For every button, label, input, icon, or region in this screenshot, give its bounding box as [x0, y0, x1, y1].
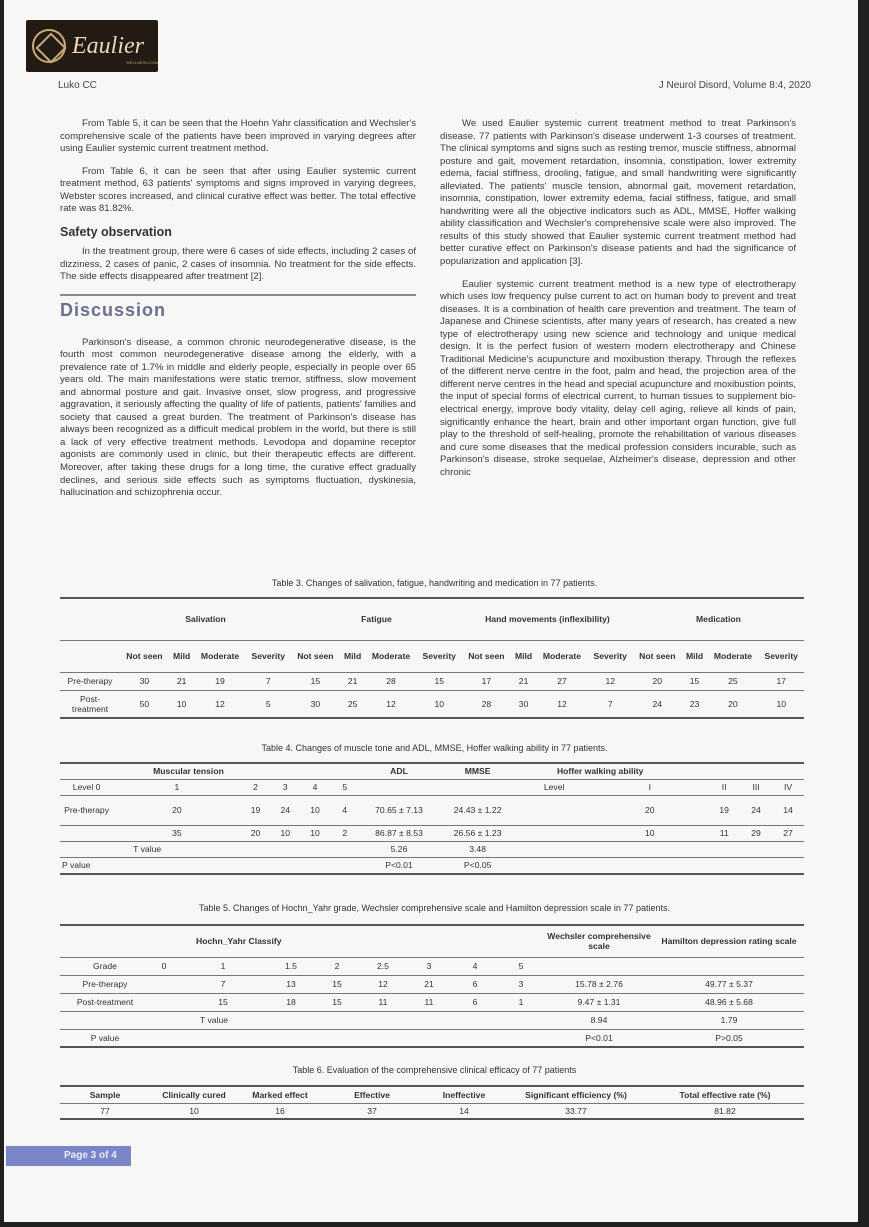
- cell: 28: [365, 672, 416, 690]
- section-heading-discussion: Discussion: [60, 294, 416, 317]
- cell: 1: [498, 993, 544, 1011]
- cell: [544, 957, 654, 975]
- cell: 7: [246, 672, 291, 690]
- cell: 24: [633, 690, 682, 718]
- cell: 24: [740, 795, 772, 825]
- cell: 10: [150, 1103, 238, 1119]
- header-wechsler: Wechsler comprehensive scale: [544, 925, 654, 957]
- cell: 50: [120, 690, 169, 718]
- cell: 21: [511, 672, 537, 690]
- cell: 37: [322, 1103, 422, 1119]
- cell: 10: [591, 825, 708, 841]
- paragraph: From Table 5, it can be seen that the Hoehn Yahr classification and Wechsler's comprehensive scale of the patients have been improved in varying degrees after using Eaulier systemic current treatment method.: [60, 118, 416, 155]
- cell: 24.43 ± 1.22: [438, 795, 517, 825]
- header-adl: ADL: [360, 763, 439, 779]
- cell: 15: [682, 672, 708, 690]
- cell: 48.96 ± 5.68: [654, 993, 804, 1011]
- column-header: Ineffective: [422, 1086, 506, 1103]
- t-value-label: T value: [113, 841, 241, 857]
- cell: 5: [246, 690, 291, 718]
- cell: 30: [511, 690, 537, 718]
- cell: 5: [330, 779, 360, 795]
- subheader: Mild: [169, 640, 195, 672]
- row-label: Post-treatment: [60, 690, 120, 718]
- cell: 27: [772, 825, 804, 841]
- subheader: Moderate: [707, 640, 758, 672]
- subheader: Severity: [759, 640, 805, 672]
- cell: 3.48: [438, 841, 517, 857]
- column-header: Marked effect: [238, 1086, 322, 1103]
- cell: 30: [120, 672, 169, 690]
- cell: III: [740, 779, 772, 795]
- running-journal: J Neurol Disord, Volume 8:4, 2020: [658, 80, 811, 91]
- cell: 77: [60, 1103, 150, 1119]
- cell: 19: [241, 795, 271, 825]
- table4-caption: Table 4. Changes of muscle tone and ADL, MMSE, Hoffer walking ability in 77 patients.: [261, 743, 608, 753]
- table-row: [60, 1103, 804, 1119]
- cell: 15: [178, 993, 268, 1011]
- table6-caption: Table 6. Evaluation of the comprehensive clinical efficacy of 77 patients: [292, 1065, 577, 1075]
- cell: 4: [452, 957, 498, 975]
- cell: 14: [422, 1103, 506, 1119]
- cell: 19: [194, 672, 245, 690]
- p-value-label: P value: [60, 1029, 150, 1047]
- row-label: Pre-therapy: [60, 795, 113, 825]
- subheader: Severity: [588, 640, 633, 672]
- subheader: Mild: [340, 640, 366, 672]
- subheader: Mild: [511, 640, 537, 672]
- group-header: Fatigue: [291, 598, 462, 640]
- cell: 2: [241, 779, 271, 795]
- cell: 0: [150, 957, 178, 975]
- column-header: Significant efficiency (%): [506, 1086, 646, 1103]
- row-label: Grade: [60, 957, 150, 975]
- cell: 24: [270, 795, 300, 825]
- subheader: Not seen: [291, 640, 340, 672]
- cell: Level 0: [60, 779, 113, 795]
- cell: 28: [462, 690, 511, 718]
- cell: II: [708, 779, 740, 795]
- cell: 27: [536, 672, 587, 690]
- subheader: Not seen: [120, 640, 169, 672]
- subheader: Moderate: [194, 640, 245, 672]
- cell: [360, 779, 439, 795]
- cell: 11: [708, 825, 740, 841]
- logo-subtext: WELLNESS.COM: [126, 60, 159, 65]
- right-column: [440, 118, 796, 489]
- column-header: Clinically cured: [150, 1086, 238, 1103]
- cell: 20: [241, 825, 271, 841]
- cell: 12: [536, 690, 587, 718]
- subheader: Severity: [246, 640, 291, 672]
- cell: 23: [682, 690, 708, 718]
- cell: IV: [772, 779, 804, 795]
- cell: 1: [113, 779, 241, 795]
- table-row: [60, 825, 804, 841]
- cell: 70.65 ± 7.13: [360, 795, 439, 825]
- column-header: Total effective rate (%): [646, 1086, 804, 1103]
- paragraph: In the treatment group, there were 6 cases of side effects, including 2 cases of dizziness, 2 cases of panic, 2 cases of insomnia. No treatment for the side effects. The side effects disappeared after treatment [2].: [60, 246, 416, 283]
- cell: 6: [452, 993, 498, 1011]
- cell: 13: [268, 975, 314, 993]
- column-header: Sample: [60, 1086, 150, 1103]
- cell: [654, 957, 804, 975]
- table-row: [60, 795, 804, 825]
- logo-emblem-icon: [32, 29, 66, 63]
- table6: [60, 1085, 804, 1120]
- cell: 26.56 ± 1.23: [438, 825, 517, 841]
- table-row: [60, 993, 804, 1011]
- subheader: Mild: [682, 640, 708, 672]
- cell: P<0.01: [544, 1029, 654, 1047]
- cell: 7: [178, 975, 268, 993]
- t-value-label: T value: [150, 1011, 268, 1029]
- cell: 12: [365, 690, 416, 718]
- table3: [60, 597, 804, 719]
- group-header: Medication: [633, 598, 804, 640]
- row-label: Pre-therapy: [60, 672, 120, 690]
- header-hoffer: Hoffer walking ability: [517, 763, 804, 779]
- cell: 20: [113, 795, 241, 825]
- cell: 15.78 ± 2.76: [544, 975, 654, 993]
- cell: 10: [270, 825, 300, 841]
- cell: 5: [498, 957, 544, 975]
- cell: 10: [417, 690, 462, 718]
- cell: 12: [360, 975, 406, 993]
- row-label: [60, 825, 113, 841]
- cell: [517, 795, 591, 825]
- group-header: Hand movements (inflexibility): [462, 598, 633, 640]
- cell: 6: [452, 975, 498, 993]
- cell: 11: [406, 993, 452, 1011]
- cell: 10: [300, 825, 330, 841]
- cell: 15: [314, 975, 360, 993]
- cell: 20: [707, 690, 758, 718]
- cell: 15: [417, 672, 462, 690]
- subheader: Severity: [417, 640, 462, 672]
- subheader: Not seen: [462, 640, 511, 672]
- left-column: [60, 118, 416, 510]
- cell: 15: [291, 672, 340, 690]
- table-row: [60, 672, 804, 690]
- cell: 10: [759, 690, 805, 718]
- group-header: Salivation: [120, 598, 291, 640]
- section-heading-safety: Safety observation: [60, 224, 172, 239]
- cell: 20: [591, 795, 708, 825]
- p-value-label: P value: [60, 857, 113, 874]
- cell: 12: [588, 672, 633, 690]
- cell: 3: [406, 957, 452, 975]
- cell: 11: [360, 993, 406, 1011]
- cell: 29: [740, 825, 772, 841]
- cell: 81.82: [646, 1103, 804, 1119]
- paragraph: Eaulier systemic current treatment method is a new type of electrotherapy which uses low frequency pulse current to act on human body to prevent and treat diseases. It is a combination of health care prevention and treatment. The team of Japanese and Chinese scientists, after many years of research, has created a new type of electrotherapy using new science and technology and unique medical design. It is the perfect fusion of western modern electrotherapy and Chinese Traditional Medicine's acupuncture and moxibustion therapy. Through the reflexes of the different nerve centre in the foot, palm and head, the projection area of the different nerve centres in the head and special acupuncture and moxibustion points, the input of special forms of electrical current, to human tissues to supplement bio-electrical energy, improve body vitality, delay cell aging, relieve all kinds of pain, significantly enhance the heart, brain and other important organ function, give full play to the threshold of self-healing, promote the rehabilitation of various diseases and cure some diseases that the medical profession considers incurable, such as Parkinson's disease, stroke sequelae, Alzheimer's disease, depression and other chronic: [440, 278, 796, 478]
- cell: 18: [268, 993, 314, 1011]
- column-header: Effective: [322, 1086, 422, 1103]
- table-row: [60, 690, 804, 718]
- cell: 1: [178, 957, 268, 975]
- cell: 3: [498, 975, 544, 993]
- eaulier-logo: [26, 20, 158, 72]
- cell: 21: [340, 672, 366, 690]
- header-hochn: Hochn_Yahr Classify: [178, 925, 544, 957]
- logo-text: Eaulier: [72, 32, 144, 59]
- cell: 2: [314, 957, 360, 975]
- cell: 17: [759, 672, 805, 690]
- table-row: [60, 975, 804, 993]
- cell: 10: [300, 795, 330, 825]
- cell: 19: [708, 795, 740, 825]
- cell: 86.87 ± 8.53: [360, 825, 439, 841]
- cell: 21: [406, 975, 452, 993]
- cell: 2: [330, 825, 360, 841]
- header-hamilton: Hamilton depression rating scale: [654, 925, 804, 957]
- cell: P<0.01: [360, 857, 439, 874]
- cell: 1.5: [268, 957, 314, 975]
- cell: 21: [169, 672, 195, 690]
- page-number-badge: Page 3 of 4: [6, 1146, 131, 1166]
- cell: [150, 993, 178, 1011]
- cell: 10: [169, 690, 195, 718]
- row-label: Pre-therapy: [60, 975, 150, 993]
- cell: 8.94: [544, 1011, 654, 1029]
- row-label: Post-treatment: [60, 993, 150, 1011]
- subheader: Not seen: [633, 640, 682, 672]
- table4: [60, 762, 804, 875]
- cell: 25: [707, 672, 758, 690]
- cell: 17: [462, 672, 511, 690]
- cell: I: [591, 779, 708, 795]
- running-author: Luko CC: [58, 80, 97, 91]
- cell: 15: [314, 993, 360, 1011]
- cell: 5.26: [360, 841, 439, 857]
- cell: 25: [340, 690, 366, 718]
- subheader: Moderate: [536, 640, 587, 672]
- header-muscular: Muscular tension: [113, 763, 360, 779]
- cell: P>0.05: [654, 1029, 804, 1047]
- cell: 33.77: [506, 1103, 646, 1119]
- cell: 30: [291, 690, 340, 718]
- cell: 4: [330, 795, 360, 825]
- cell: 35: [113, 825, 241, 841]
- paragraph: We used Eaulier systemic current treatment method to treat Parkinson's disease. 77 patients with Parkinson's disease underwent 1-3 courses of treatment. The clinical symptoms and signs such as resting tremor, muscle stiffness, abnormal posture and gait, movement retardation, insomnia, constipation, lower extremity edema, facial stiffness, drooling, fatigue, and small handwriting were significantly alleviated. The patients' muscle tension, abnormal gait, movement retardation, insomnia, constipation, lower extremity edema, facial stiffness, fatigue, and small handwriting were all the objective indicators such as ADL, MMSE, Hoffer walking ability classification and Wechsler's comprehensive scale were also improved. The results of this study showed that Eaulier systemic current treatment method had better curative effect on Parkinson's disease patients and had the significance of popularization and application [3].: [440, 118, 796, 268]
- cell: 49.77 ± 5.37: [654, 975, 804, 993]
- cell: 4: [300, 779, 330, 795]
- cell: [150, 975, 178, 993]
- table5-caption: Table 5. Changes of Hochn_Yahr grade, Wechsler comprehensive scale and Hamilton depression scale in 77 patients.: [199, 903, 670, 913]
- table3-caption: Table 3. Changes of salivation, fatigue, handwriting and medication in 77 patients.: [271, 578, 598, 588]
- cell: P<0.05: [438, 857, 517, 874]
- cell: 14: [772, 795, 804, 825]
- cell: 3: [270, 779, 300, 795]
- cell: 7: [588, 690, 633, 718]
- cell: Level: [517, 779, 591, 795]
- cell: 12: [194, 690, 245, 718]
- table5: [60, 924, 804, 1048]
- cell: 20: [633, 672, 682, 690]
- cell: [438, 779, 517, 795]
- cell: 1.79: [654, 1011, 804, 1029]
- header-mmse: MMSE: [438, 763, 517, 779]
- cell: 16: [238, 1103, 322, 1119]
- cell: [517, 825, 591, 841]
- paragraph: Parkinson's disease, a common chronic neurodegenerative disease, is the fourth most common neurodegenerative disease among the elderly, with a prevalence rate of 1.7% in middle and elderly people, especially in people over 65 years old. The main manifestations were static tremor, stiffness, slow movement and abnormal posture and gait. Invasive onset, slow progress, and progressive aggravation, it seriously affecting the quality of life of patients, patients' families and society that caused a great burden. The treatment of Parkinson's disease has always been recognized as a difficult medical problem in the world, but there is still a lack of very effective treatment methods. Levodopa and dopamine receptor agonists are commonly used in clinic, but their therapeutic effects are different. Moreover, after taking these drugs for a long time, the curative effect gradually declines, and serious side effects such as symptoms fluctuation, dyskinesia, hallucination and schizophrenia occur.: [60, 336, 416, 499]
- cell: 2.5: [360, 957, 406, 975]
- subheader: Moderate: [365, 640, 416, 672]
- cell: 9.47 ± 1.31: [544, 993, 654, 1011]
- paragraph: From Table 6, it can be seen that after using Eaulier systemic current treatment method, 63 patients' symptoms and signs improved in varying degrees, Webster scores increased, and clinical curative effect was better. The total effective rate was 81.82%.: [60, 165, 416, 215]
